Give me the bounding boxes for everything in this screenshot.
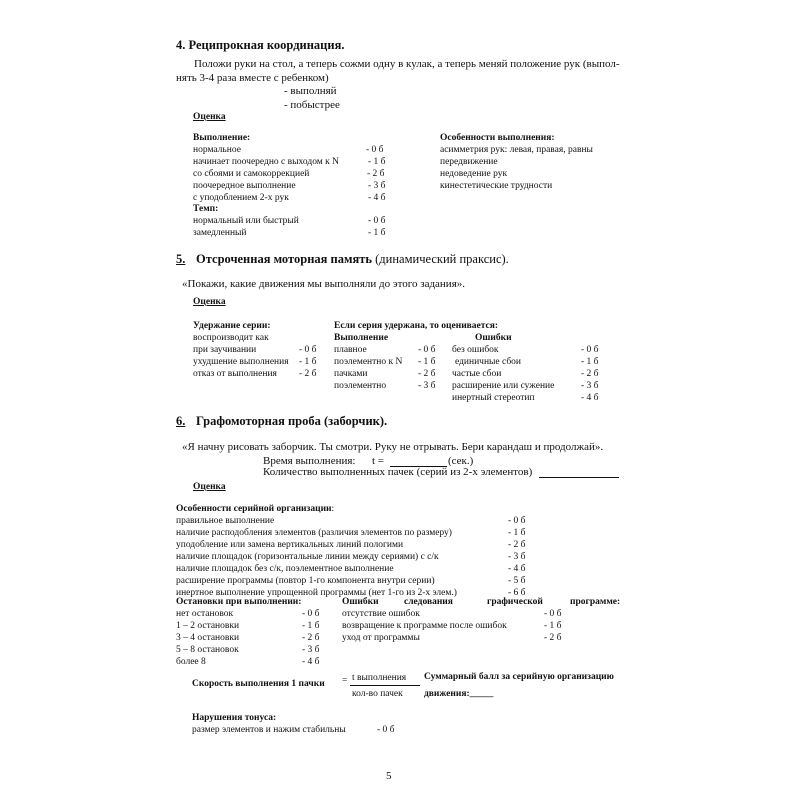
score-value: - 1 б — [299, 357, 317, 367]
list-item: 5 – 8 остановок — [176, 645, 239, 655]
count-label: Количество выполненных пачек (серий из 2-х элементов) — [263, 466, 533, 478]
section-6-number: 6. — [176, 414, 186, 428]
page-number: 5 — [386, 770, 392, 782]
score-value: - 1 б — [368, 228, 386, 238]
score-value: - 1 б — [508, 528, 526, 538]
list-item: при заучивании — [193, 345, 257, 355]
section-5-quote: «Покажи, какие движения мы выполняли до этого задания». — [182, 278, 466, 290]
section-6-quote: «Я начну рисовать заборчик. Ты смотри. Руку не отрывать. Бери карандаш и продолжай». — [182, 441, 604, 453]
list-item: без ошибок — [452, 345, 499, 355]
score-value: - 4 б — [508, 564, 526, 574]
graphic-errors-heading-4: программе: — [570, 597, 621, 607]
score-value: - 2 б — [544, 633, 562, 643]
section-5-errors-heading: Ошибки — [475, 333, 512, 343]
serial-org-heading — [176, 504, 334, 514]
summary-score-line1: Суммарный балл за серийную организацию — [424, 672, 614, 682]
section-6-title: Графомоторная проба (заборчик). — [196, 414, 388, 428]
score-value: - 1 б — [302, 621, 320, 631]
graphic-errors-heading-1: Ошибки — [342, 597, 379, 607]
serial-org-heading-colon: : — [331, 504, 335, 514]
score-value: - 0 б — [581, 345, 599, 355]
list-item: наличие площадок (горизонтальные линии между сериями) с с/к — [176, 552, 439, 562]
score-value: - 2 б — [299, 369, 317, 379]
list-item: с уподоблением 2-х рук — [193, 193, 289, 203]
list-item: поочередное выполнение — [193, 181, 296, 191]
time-label: Время выполнения: — [263, 455, 356, 467]
graphic-errors-heading-2: следования — [404, 597, 453, 607]
score-value: - 2 б — [581, 369, 599, 379]
score-value: - 6 б — [508, 588, 526, 598]
list-item: наличие расподобления элементов (различия элементов по размеру) — [176, 528, 452, 538]
list-item: нет остановок — [176, 609, 234, 619]
score-value: - 4 б — [302, 657, 320, 667]
speed-equals: = — [342, 676, 348, 686]
score-value: - 2 б — [367, 169, 385, 179]
list-item: наличие площадок без с/к, поэлементное выполнение — [176, 564, 394, 574]
fraction-numerator: t выполнения — [352, 673, 407, 683]
section-4-tempo-heading: Темп: — [193, 204, 219, 214]
list-item: более 8 — [176, 657, 206, 667]
score-value: - 0 б — [302, 609, 320, 619]
summary-score-line2: движения:_____ — [424, 689, 494, 699]
list-item: частые сбои — [452, 369, 502, 379]
section-6-score-label: Оценка — [193, 482, 226, 492]
list-item: асимметрия рук: левая, правая, равны — [440, 145, 593, 155]
list-item: замедленный — [193, 228, 247, 238]
list-item: нормальный или быстрый — [193, 216, 299, 226]
score-value: - 1 б — [368, 157, 386, 167]
section-5-if-heading: Если серия удержана, то оценивается: — [334, 321, 499, 331]
fraction-denominator: кол-во пачек — [352, 689, 403, 699]
fraction-bar — [350, 685, 420, 686]
list-item: плавное — [334, 345, 367, 355]
serial-org-heading-bold: Особенности серийной организации — [176, 504, 332, 514]
list-item: инертное выполнение упрощенной программы (нет 1-го из 2-х элем.) — [176, 588, 457, 598]
section-4-option-2: - побыстрее — [284, 99, 340, 111]
score-value: - 3 б — [418, 381, 436, 391]
score-value: - 0 б — [544, 609, 562, 619]
list-item: начинает поочередно с выходом к N — [193, 157, 340, 167]
list-item: правильное выполнение — [176, 516, 275, 526]
list-item: расширение программы (повтор 1-го компонента внутри серии) — [176, 576, 435, 586]
score-value: - 0 б — [377, 725, 395, 735]
list-item: инертный стереотип — [452, 393, 535, 403]
section-4-features-heading: Особенности выполнения: — [440, 133, 555, 143]
section-4-score-label: Оценка — [193, 112, 226, 122]
score-value: - 2 б — [302, 633, 320, 643]
list-item: отсутствие ошибок — [342, 609, 420, 619]
list-item: нормальное — [193, 145, 241, 155]
score-value: - 4 б — [581, 393, 599, 403]
time-unit: (сек.) — [448, 455, 474, 467]
list-item: передвижение — [440, 157, 498, 167]
score-value: - 2 б — [418, 369, 436, 379]
list-item: недоведение рук — [440, 169, 508, 179]
list-item: уход от программы — [342, 633, 420, 643]
score-value: - 3 б — [581, 381, 599, 391]
score-value: - 3 б — [302, 645, 320, 655]
score-value: - 1 б — [418, 357, 436, 367]
list-item: 3 – 4 остановки — [176, 633, 240, 643]
list-item: поэлементно — [334, 381, 387, 391]
section-5-title — [196, 252, 509, 267]
graphic-errors-heading-3: графической — [487, 597, 543, 607]
score-value: - 1 б — [544, 621, 562, 631]
list-item: возвращение к программе после ошибок — [342, 621, 507, 631]
list-item: расширение или сужение — [452, 381, 555, 391]
score-value: - 2 б — [508, 540, 526, 550]
list-item: отказ от выполнения — [193, 369, 277, 379]
list-item: уподобление или замена вертикальных линий пологими — [176, 540, 404, 550]
section-5-number: 5. — [176, 252, 186, 266]
score-value: - 1 б — [581, 357, 599, 367]
list-item: поэлементно к N — [334, 357, 403, 367]
list-item: размер элементов и нажим стабильны — [192, 725, 346, 735]
section-4-intro-line1: Положи руки на стол, а теперь сожми одну в кулак, а теперь меняй положение рук (выпол- — [194, 58, 620, 70]
list-item: со сбоями и самокоррекцией — [193, 169, 310, 179]
list-item: кинестетические трудности — [440, 181, 553, 191]
stops-heading: Остановки при выполнении: — [176, 597, 302, 607]
count-blank-line — [539, 477, 619, 478]
section-5-title-bold: Отсроченная моторная память — [196, 252, 373, 266]
section-4-title: 4. Реципрокная координация. — [176, 38, 345, 52]
score-value: - 0 б — [418, 345, 436, 355]
list-item: единичные сбои — [455, 357, 522, 367]
list-item: 1 – 2 остановки — [176, 621, 240, 631]
score-value: - 0 б — [366, 145, 384, 155]
score-value: - 3 б — [508, 552, 526, 562]
speed-label: Скорость выполнения 1 пачки — [192, 679, 325, 689]
score-value: - 5 б — [508, 576, 526, 586]
section-5-exec-heading: Выполнение — [334, 333, 389, 343]
score-value: - 4 б — [368, 193, 386, 203]
section-5-score-label: Оценка — [193, 297, 226, 307]
section-5-hold-heading: Удержание серии: — [193, 321, 271, 331]
score-value: - 3 б — [368, 181, 386, 191]
time-t: t = — [372, 455, 385, 467]
tonus-heading: Нарушения тонуса: — [192, 713, 277, 723]
section-4-exec-heading: Выполнение: — [193, 133, 251, 143]
score-value: - 0 б — [299, 345, 317, 355]
list-item: пачками — [334, 369, 368, 379]
score-value: - 0 б — [368, 216, 386, 226]
section-4-intro-line2: нять 3-4 раза вместе с ребенком) — [176, 72, 329, 84]
section-5-title-rest: (динамический праксис). — [372, 252, 509, 266]
section-4-option-1: - выполняй — [284, 85, 337, 97]
list-item: ухудшение выполнения — [193, 357, 289, 367]
score-value: - 0 б — [508, 516, 526, 526]
list-item: воспроизводит как — [193, 333, 269, 343]
